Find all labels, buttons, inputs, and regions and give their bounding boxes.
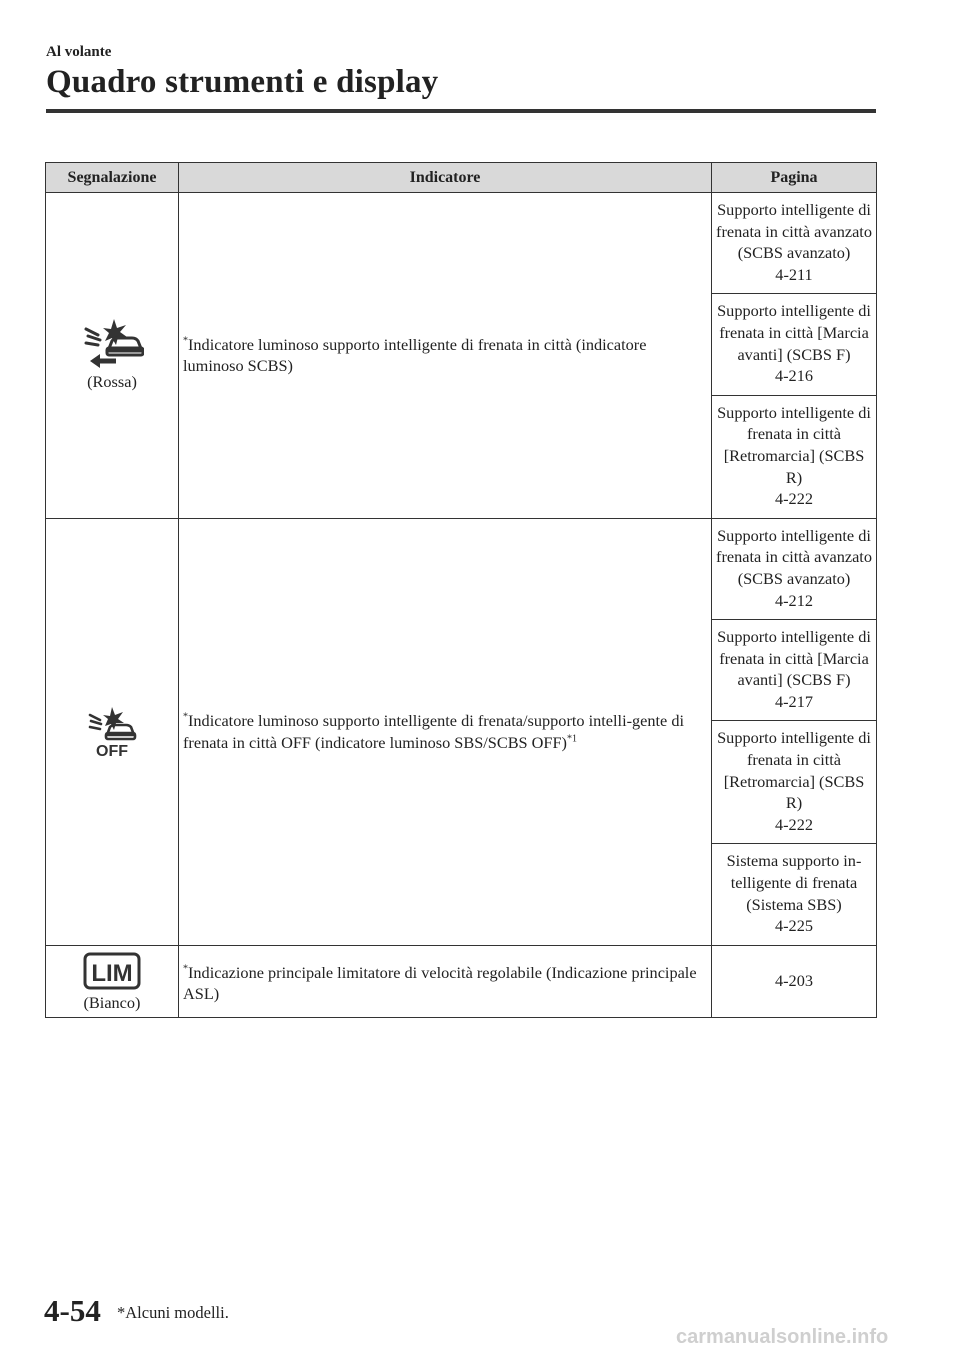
column-header-indicator: Indicatore xyxy=(179,163,712,193)
page-ref-number: 4-203 xyxy=(775,970,813,990)
page-ref-cell xyxy=(712,721,877,844)
table-row xyxy=(46,193,877,294)
page-ref-cell xyxy=(712,620,877,721)
column-header-signal: Segnalazione xyxy=(46,163,179,193)
page-ref-cell xyxy=(712,193,877,294)
page-ref-title: Supporto intelligente di frenata in città [Marcia avanti] (SCBS F) xyxy=(717,301,871,364)
page-ref-number: 4-225 xyxy=(775,916,813,936)
signal-cell xyxy=(46,518,179,945)
signal-caption: (Rossa) xyxy=(87,371,137,391)
page-ref-title: Supporto intelligente di frenata in città [Marcia avanti] (SCBS F) xyxy=(717,627,871,690)
page-ref-cell xyxy=(712,844,877,945)
page-ref-cell xyxy=(712,518,877,619)
table-header-row xyxy=(46,163,877,193)
page-ref-number: 4-222 xyxy=(775,489,813,509)
footnote-mark: * xyxy=(183,335,188,347)
section-label: Al volante xyxy=(46,44,112,60)
indicator-text: Indicazione principale limitatore di velocità regolabile (Indicazione principale ASL) xyxy=(183,962,697,1004)
page-ref-number: 4-216 xyxy=(775,366,813,386)
svg-text:OFF: OFF xyxy=(96,742,128,757)
signal-caption: (Bianco) xyxy=(83,992,141,1012)
page-ref-title: Sistema supporto in-telligente di frenata (Sistema SBS) xyxy=(726,851,862,914)
footnote: *Alcuni modelli. xyxy=(117,1303,229,1322)
footnote-mark: * xyxy=(183,963,188,975)
brake-support-off-icon xyxy=(86,707,138,757)
watermark: carmanualsonline.info xyxy=(676,1326,889,1348)
signal-cell xyxy=(46,945,179,1018)
svg-text:LIM: LIM xyxy=(91,959,133,987)
footnote-reference: *1 xyxy=(566,733,577,745)
indicator-table xyxy=(45,162,877,1018)
page-ref-number: 4-222 xyxy=(775,814,813,834)
page-ref-title: Supporto intelligente di frenata in città avanzato (SCBS avanzato) xyxy=(716,525,872,588)
page-ref-cell xyxy=(712,945,877,1018)
page-ref-number: 4-212 xyxy=(775,590,813,610)
page-ref-number: 4-217 xyxy=(775,691,813,711)
page-ref-title: Supporto intelligente di frenata in città [Retromarcia] (SCBS R) xyxy=(717,728,871,813)
page-ref-title: Supporto intelligente di frenata in città avanzato (SCBS avanzato) xyxy=(716,200,872,263)
indicator-cell xyxy=(179,518,712,945)
page-ref-number: 4-211 xyxy=(775,264,813,284)
footnote-mark: * xyxy=(183,711,188,723)
page-title: Quadro strumenti e display xyxy=(46,64,439,100)
indicator-text: Indicatore luminoso supporto intelligente di frenata/supporto intelli-gente di frenata in città OFF (indicatore luminoso SBS/SCBS OFF) xyxy=(183,711,685,752)
indicator-text: Indicatore luminoso supporto intelligente di frenata in città (indicatore luminoso SCBS) xyxy=(183,334,647,376)
indicator-cell xyxy=(179,193,712,519)
page-number: 4-54 xyxy=(44,1293,101,1328)
city-brake-support-warning-icon xyxy=(80,319,144,369)
lim-icon xyxy=(83,952,141,990)
table-row xyxy=(46,518,877,619)
page-ref-title: Supporto intelligente di frenata in città [Retromarcia] (SCBS R) xyxy=(717,402,871,487)
title-rule xyxy=(46,109,876,113)
indicator-cell xyxy=(179,945,712,1018)
signal-cell xyxy=(46,193,179,519)
column-header-page: Pagina xyxy=(712,163,877,193)
page-ref-cell xyxy=(712,294,877,395)
table-row xyxy=(46,945,877,1018)
page-ref-cell xyxy=(712,395,877,518)
